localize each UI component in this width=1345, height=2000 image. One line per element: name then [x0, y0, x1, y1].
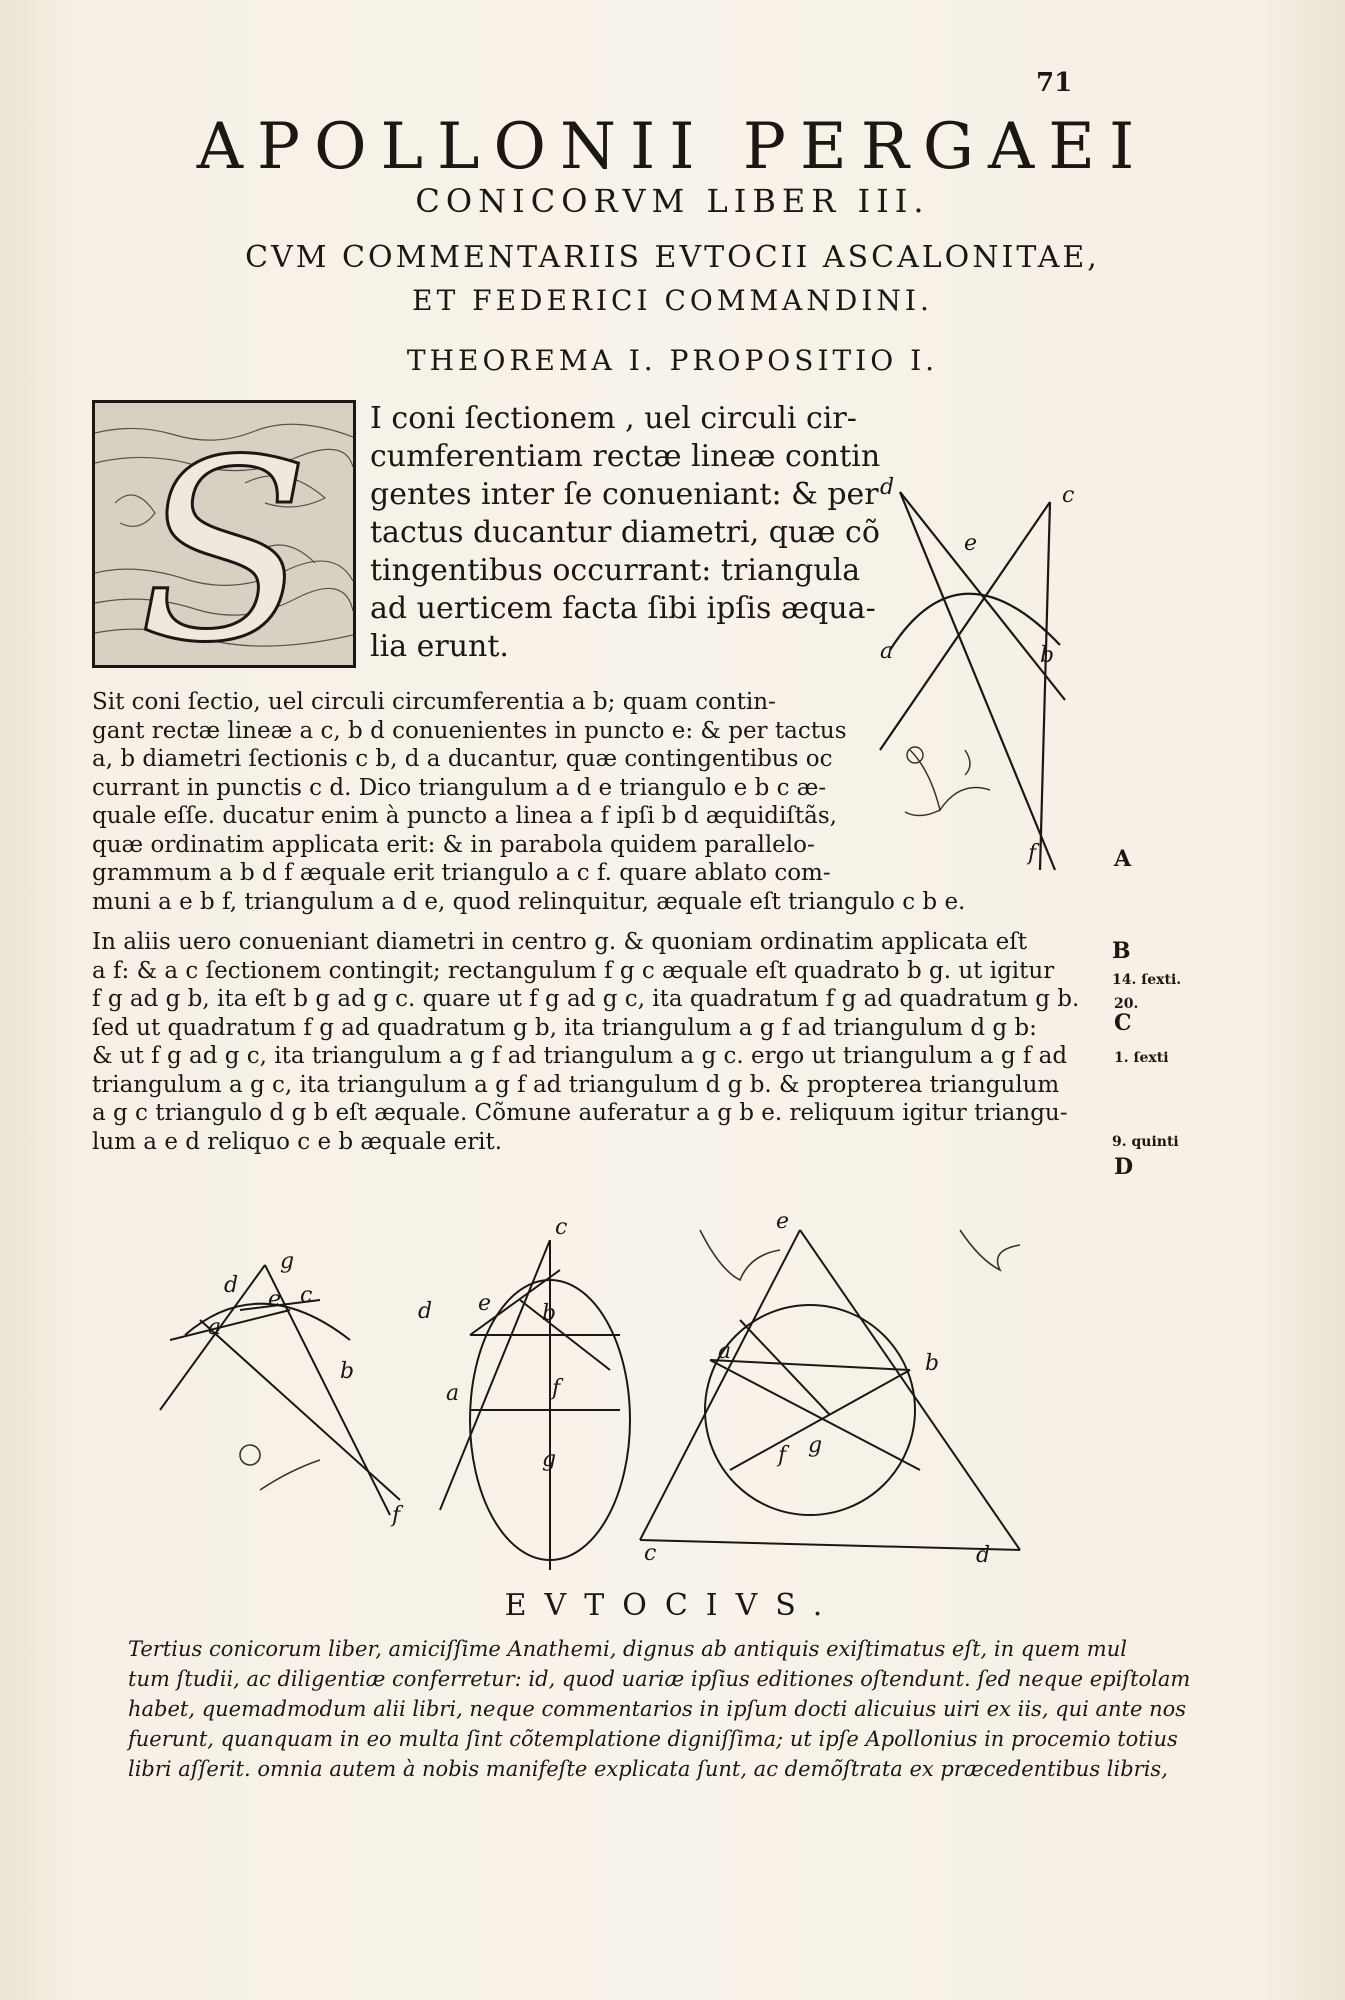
text-line: ſed ut quadratum f g ad quadratum g b, ita triangulum a g f ad triangulum d g b:: [92, 1014, 1037, 1041]
title-book: CONICORVM LIBER III.: [415, 182, 930, 220]
enunciation-line: tingentibus occurrant: triangula: [370, 553, 861, 588]
commentary-line: fuerunt, quanquam in eo multa ſint cõtemplatione digniſſima; ut ipſe Apollonius in procemio totius: [128, 1727, 1178, 1751]
enunciation-line: tactus ducantur diametri, quæ cõ: [370, 515, 880, 550]
fig-label: b: [340, 1359, 355, 1384]
decorated-initial: [92, 400, 356, 668]
text-line: a g c triangulo d g b eſt æquale. Cõmune auferatur a g b e. reliquum igitur triangu-: [92, 1100, 1068, 1126]
page-number: 71: [1036, 68, 1073, 98]
fig-label: f: [1028, 841, 1037, 866]
margin-letter-C: C: [1114, 1010, 1132, 1036]
fig-label: a: [446, 1381, 460, 1406]
fig-label: f: [778, 1443, 787, 1468]
initial-ornament: [95, 403, 353, 665]
text-line: In aliis uero conueniant diametri in centro g. & quoniam ordinatim applicata eſt: [92, 929, 1027, 955]
fig-label: e: [964, 531, 978, 556]
paragraph-1: [92, 688, 965, 916]
fig-label: b: [925, 1351, 940, 1376]
enunciation-line: lia erunt.: [370, 629, 509, 664]
margin-letter-B: B: [1112, 938, 1131, 964]
text-line: a f: & a c ſectionem contingit; rectangulum f g c æquale eſt quadrato b g. ut igitur: [92, 957, 1055, 984]
fig-label: f: [392, 1503, 401, 1528]
fig-label: a: [880, 639, 894, 664]
text-line: triangulum a g c, ita triangulum a g f ad triangulum d g b. & propterea triangulum: [92, 1071, 1060, 1098]
margin-reference: 1. ſexti: [1114, 1050, 1169, 1066]
commentary-line: tum ſtudii, ac diligentiæ conferretur: id, quod uariæ ipſius editiones oſtendunt. ſed neque epiſtolam: [128, 1667, 1191, 1691]
fig-label: g: [542, 1447, 557, 1472]
text-line: quæ ordinatim applicata erit: & in parabola quidem parallelo-: [92, 831, 815, 858]
fig-label: d: [418, 1299, 433, 1324]
fig-label: f: [552, 1376, 561, 1401]
fig-label: e: [776, 1210, 790, 1234]
title-commentary: CVM COMMENTARIIS EVTOCII ASCALONITAE,: [245, 240, 1100, 275]
text-line: grammum a b d f æquale erit triangulo a c f. quare ablato com-: [92, 860, 831, 886]
fig-label: a: [208, 1315, 222, 1340]
figure-circle: [640, 1230, 1020, 1550]
fig-label: d: [976, 1543, 991, 1568]
commentary-line: Tertius conicorum liber, amiciſſime Anathemi, dignus ab antiquis exiſtimatus eſt, in quem mul: [128, 1637, 1127, 1661]
text-line: currant in punctis c d. Dico triangulum a d e triangulo e b c æ-: [92, 774, 827, 801]
title-author: APOLLONII PERGAEI: [196, 110, 1149, 184]
fig-label: d: [224, 1273, 239, 1298]
text-line: lum a e d reliquo c e b æquale erit.: [92, 1128, 503, 1155]
initial-letter: S: [138, 406, 310, 665]
commentary: [128, 1634, 1190, 1784]
fig-label: g: [808, 1433, 823, 1458]
margin-reference: 20.: [1114, 996, 1139, 1012]
fig-label: c: [644, 1541, 657, 1566]
fig-label: e: [478, 1291, 492, 1316]
enunciation-line: I coni ſectionem , uel circuli cir-: [370, 401, 857, 436]
text-line: quale eſſe. ducatur enim à puncto a linea a f ipſi b d æquidiſtãs,: [92, 803, 837, 829]
fig-label: c: [555, 1215, 568, 1240]
fig-label: e: [268, 1287, 282, 1312]
section-caption: EVTOCIVS.: [504, 1588, 841, 1623]
title-commandino: ET FEDERICI COMMANDINI.: [412, 284, 933, 317]
figure-ellipse: [440, 1240, 630, 1570]
fig-label: c: [300, 1283, 313, 1308]
text-line: muni a e b f, triangulum a d e, quod relinquitur, æquale eſt triangulo c b e.: [92, 888, 966, 915]
enunciation-line: gentes inter ſe conueniant: & per: [370, 477, 879, 512]
fig-label: g: [280, 1249, 295, 1274]
margin-reference: 14. ſexti.: [1112, 972, 1182, 988]
margin-reference: 9. quinti: [1112, 1134, 1179, 1150]
figures-bottom: [140, 1210, 1040, 1580]
fig-label: b: [542, 1301, 557, 1326]
text-line: a, b diametri ſectionis c b, d a ducantur, quæ contingentibus oc: [92, 746, 833, 772]
commentary-line: habet, quemadmodum alii libri, neque commentarios in ipſum docti alicuius uiri ex iis, qui ante nos: [128, 1697, 1187, 1721]
fig-label: c: [1062, 483, 1075, 508]
margin-letter-D: D: [1114, 1154, 1134, 1180]
paragraph-2: [92, 928, 1079, 1156]
fig-label: d: [880, 475, 895, 500]
fig-label: a: [718, 1339, 732, 1364]
enunciation: [370, 400, 880, 666]
commentary-line: libri aſſerit. omnia autem à nobis manifeſte explicata ſunt, ac demõſtrata ex præcedentibus libris,: [128, 1757, 1168, 1781]
enunciation-line: cumferentiam rectæ lineæ contin: [370, 439, 881, 474]
margin-letter-A: A: [1114, 846, 1132, 872]
text-line: Sit coni ſectio, uel circuli circumferentia a b; quam contin-: [92, 689, 776, 715]
theorem-heading: THEOREMA I. PROPOSITIO I.: [406, 344, 939, 377]
fig-label: b: [1040, 643, 1055, 668]
text-line: gant rectæ lineæ a c, b d conuenientes in puncto e: & per tactus: [92, 717, 847, 744]
text-line: f g ad g b, ita eſt b g ad g c. quare ut f g ad g c, ita quadratum f g ad quadratum g b.: [92, 986, 1080, 1012]
text-line: & ut f g ad g c, ita triangulum a g f ad triangulum a g c. ergo ut triangulum a g f ad: [92, 1043, 1068, 1069]
enunciation-line: ad uerticem facta ſibi ipſis æqua-: [370, 591, 876, 626]
